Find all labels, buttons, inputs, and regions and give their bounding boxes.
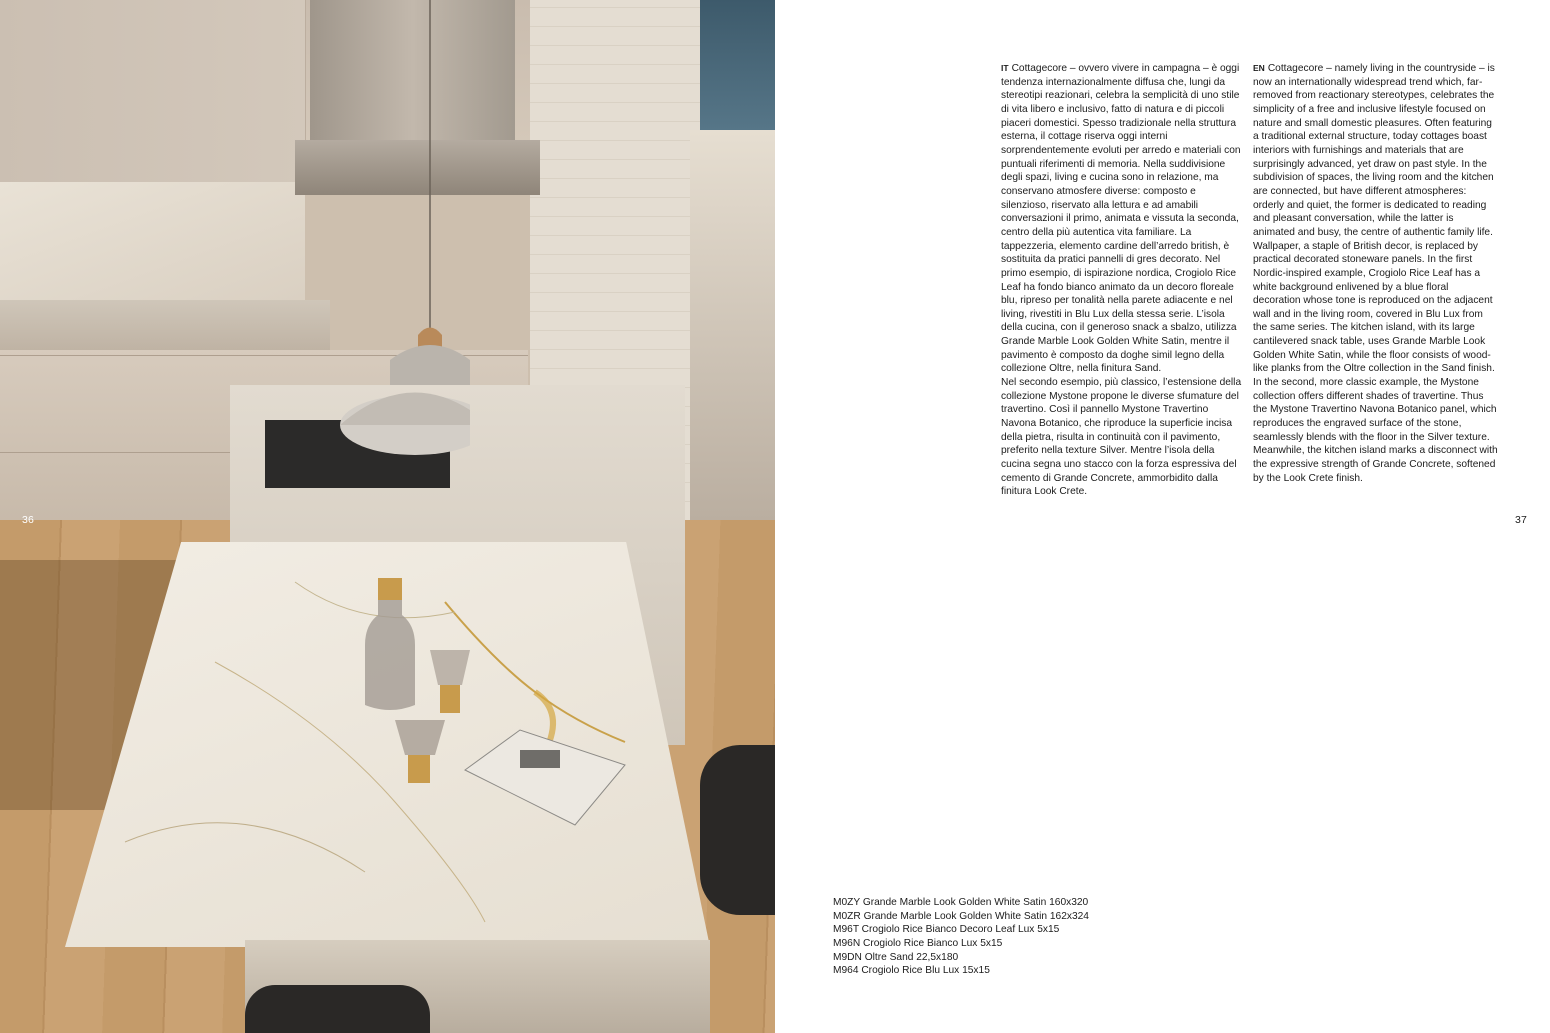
paragraph: [1253, 62, 1498, 376]
language-tag: EN: [1253, 63, 1265, 73]
language-tag: IT: [1001, 63, 1009, 73]
italian-text-column: [1001, 62, 1243, 499]
english-text-column: [1253, 62, 1498, 485]
carafe-and-glasses: [360, 570, 640, 840]
paragraph: Nel secondo esempio, più classico, l’estensione della collezione Mystone propone le diverse sfumature del travertino. Così il pannello Mystone Travertino Navona Botanico, che riproduce la superficie incisa della pietra, risulta in continuità con il pavimento, preferito nella texture Silver. Mentre l’isola della cucina segna uno stacco con la forza espressiva del cemento di Grande Concrete, ammorbidito dalla finitura Look Crete.: [1001, 377, 1242, 498]
paragraph-text: Cottagecore – ovvero vivere in campagna – è oggi tendenza internazionalmente diffusa che, lungi da stereotipi reazionari, celebra la semplicità di uno stile di vita libero e inclusivo, fatto di natura e di piccoli piaceri domestici. Spesso tradizionale nella struttura esterna, il cottage riserva oggi interni sorprendentemente evoluti per arredo e materiali con puntuali riferimenti di memoria. Nella suddivisione degli spazi, living e cucina sono in relazione, ma conservano atmosfere diverse: composto e silenzioso, riservato alla lettura e ad amabili conversazioni il primo, animata e vissuta la seconda, centro della più autentica vita familiare. La tappezzeria, elemento cardine dell’arredo british, è sostituita da pratici pannelli di gres decorato. Nel primo esempio, di ispirazione nordica, Crogiolo Rice Leaf ha fondo bianco animato da un decoro floreale blu, ripreso per tonalità nella parete adiacente e nel living, rivestiti in Blu Lux della stessa serie. L’isola della cucina, con il generoso snack a sbalzo, utilizza Grande Marble Look Golden White Satin, mentre il pavimento è composto da doghe simil legno della collezione Oltre, nella finitura Sand.: [1001, 63, 1241, 375]
pendant-lamp: [330, 0, 470, 470]
paragraph: [1001, 62, 1243, 376]
product-codes-list: [833, 896, 1089, 978]
product-code: M9DN Oltre Sand 22,5x180: [833, 951, 959, 963]
product-code: M0ZY Grande Marble Look Golden White Satin 160x320: [833, 897, 1089, 908]
living-room: [690, 130, 775, 530]
page-number-right: 37: [1515, 514, 1528, 526]
back-counter: [0, 300, 330, 350]
product-code: M0ZR Grande Marble Look Golden White Satin 162x324: [833, 910, 1089, 922]
product-code: M96T Crogiolo Rice Bianco Decoro Leaf Lux 5x15: [833, 924, 1060, 936]
paragraph-text: Cottagecore – namely living in the countryside – is now an internationally widespread trend which, far-removed from reactionary stereotypes, celebrates the simplicity of a free and inclusive lifestyle focused on nature and small domestic pleasures. Often featuring a traditional external structure, today cottages boast interiors with furnishings and materials that are surprisingly advanced, yet draw on past style. In the subdivision of spaces, the living room and the kitchen are connected, but have different atmospheres: orderly and quiet, the former is dedicated to reading and pleasant conversation, while the latter is animated and busy, the centre of authentic family life. Wallpaper, a staple of British decor, is replaced by practical decorated stoneware panels. In the first Nordic-inspired example, Crogiolo Rice Leaf has a white background enlivened by a blue floral decoration whose tone is reproduced on the adjacent wall and in the living room, covered in Blu Lux from the same series. The kitchen island, with its large cantilevered snack table, uses Grande Marble Look Golden White Satin, while the floor consists of wood-like planks from the Oltre collection in the Sand finish.: [1253, 63, 1495, 375]
upper-cabinet: [0, 0, 306, 182]
product-code: M964 Crogiolo Rice Blu Lux 15x15: [833, 965, 990, 977]
marble-backsplash: [0, 182, 305, 312]
paragraph: In the second, more classic example, the Mystone collection offers different shades of travertine. Thus the Mystone Travertino Navona Botanico panel, which reproduces the engraved surface of the stone, seamlessly blends with the floor in the Silver texture. Meanwhile, the kitchen island marks a disconnect with the expressive strength of Grande Concrete, softened by the Look Crete finish.: [1253, 377, 1498, 484]
page-number-left: 36: [22, 514, 35, 526]
stool: [245, 985, 430, 1033]
product-code: M96N Crogiolo Rice Bianco Lux 5x15: [833, 937, 1003, 949]
chair: [700, 745, 775, 915]
blue-tile-wall: [700, 0, 775, 140]
